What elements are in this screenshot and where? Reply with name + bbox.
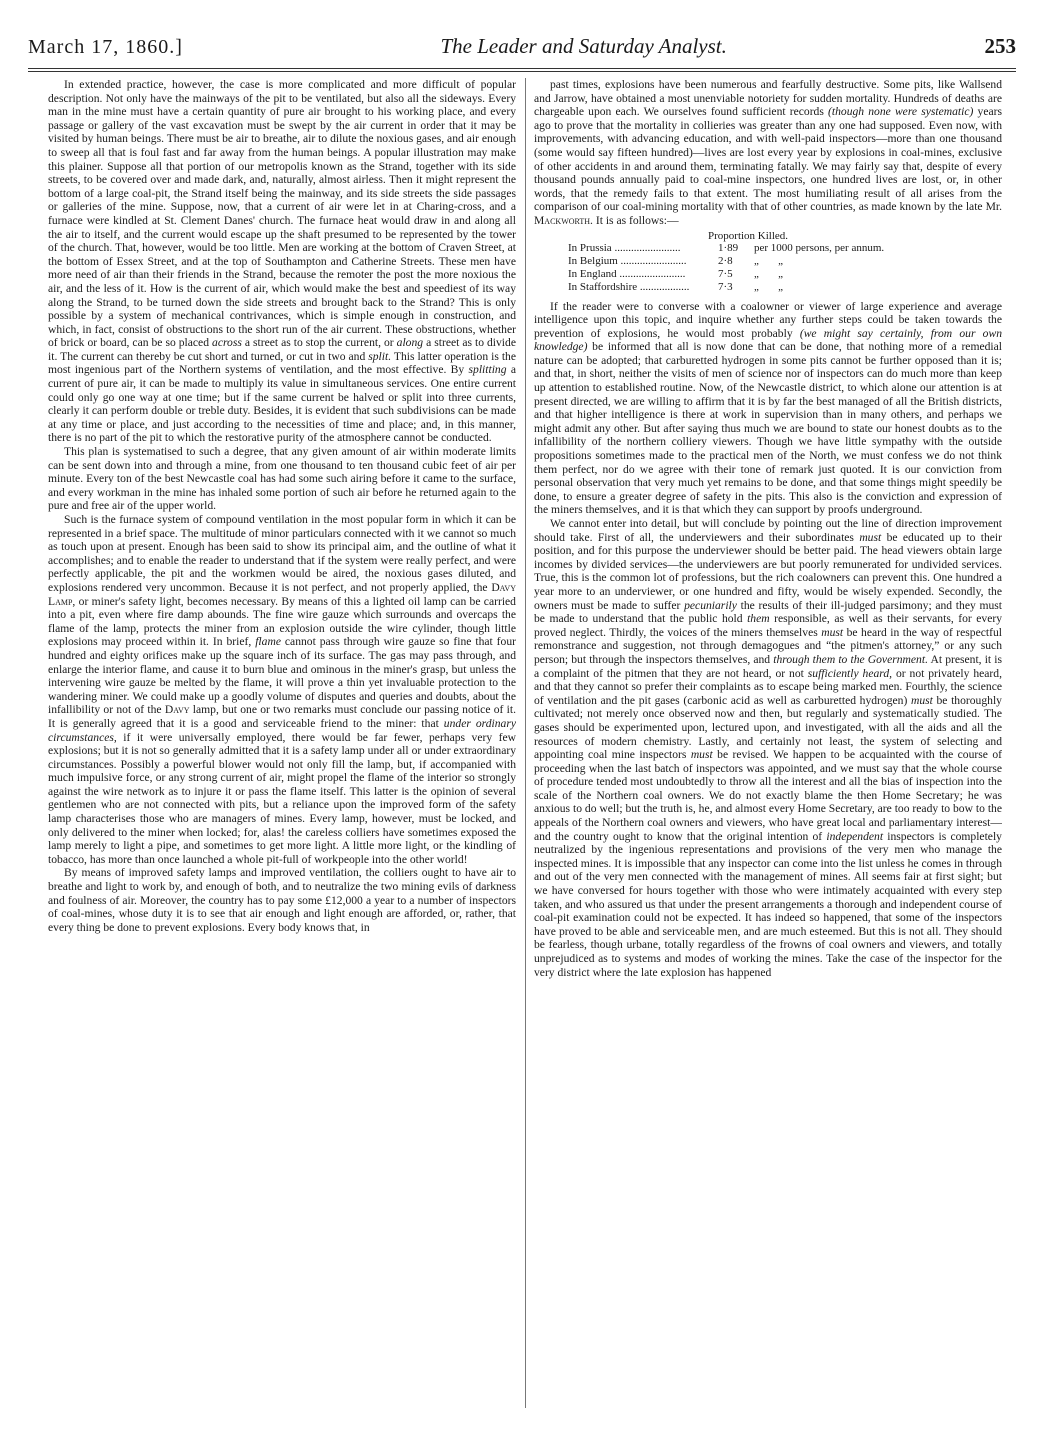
header-date: March 17, 1860.] <box>28 36 183 58</box>
table-row: In Prussia ........................ 1·89 per 1000 persons, per annum. <box>568 242 885 255</box>
right-column <box>534 78 1002 1423</box>
table-caption: Proportion Killed. <box>708 229 789 242</box>
paragraph: If the reader were to converse with a coalowner or viewer of large experience and average intelligence upon this topic, and inquire whether any further steps could be taken towards the prevention of explosions, he would most probably (we might say certainly, from our own knowledge) be informed that all is now done that can be done, that nothing more of a remedial nature can be adopted; that carburetted hydrogen in some pits cannot be further opposed than it is; and that, in short, neither the visits of men of science nor of inspectors can do much more than keep up attention to established routine. Now, of the Newcastle district, to which alone our attention is at present directed, we are willing to affirm that it is by far the best managed of all the British districts, and that higher intelligence is there at work in supervision than in many others, and perhaps we might admit any other. But after saying thus much we are bound to state our honest doubts as to the infallibility of the northern colliery viewers. Though we have little sympathy with the outside propositions sometimes made to the practical men of the North, we must confess we do not think them perfect, nor do we agree with their tone of remark just quoted. It is our conviction from personal observation that very much yet remains to be done, and that some things might speedily be done, to ensure a greater degree of safety in the pits. This also is the conviction and expression of the miners themselves, and it is that which they can support by proofs underground. <box>534 299 1002 517</box>
paragraph: By means of improved safety lamps and improved ventilation, the colliers ought to have air to breathe and light to work by, and enough of both, and to neutralize the two mining evils of darkness and foulness of air. Moreover, the country has to pay some £12,000 a year to a number of inspectors of coal-mines, whose duty it is to see that air enough and light enough are afforded, or, rather, that every thing be done to prevent explosions. Every body knows that, in <box>48 866 516 934</box>
left-column <box>48 78 516 1423</box>
page-header <box>28 34 1016 66</box>
paragraph: We cannot enter into detail, but will conclude by pointing out the line of direction improvement should take. First of all, the underviewers and their subordinates must be educated up to their position, and for this purpose the underviewer should be better paid. The head viewers obtain large incomes by divided services—the underviewers are but poorly remunerated for undivided services. True, this is the common lot of professions, but the rich coalowners can prevent this. One hundred a year more to an underviewer, or one hundred and fifty, would be wisely expended. Secondly, the owners must be made to suffer pecuniarily the results of their ill-judged parsimony; and they must be made to understand that the public hold them responsible, as well as their servants, for every proved neglect. Thirdly, the voices of the miners themselves must be heard in the way of respectful remonstrance and suggestion, not through demagogues and “the pitmen's attorney,” or any such person; but through the inspectors themselves, and through them to the Government. At present, it is a complaint of the pitmen that they are not heard, or not sufficiently heard, or not privately heard, and that they cannot so prefer their complaints as to escape being marked men. Fourthly, the science of ventilation and the pit gases (carbonic acid as well as carburetted hydrogen) must be thoroughly cultivated; not merely once observed now and then, but regularly and systematically studied. The gases should be experimented upon, lectured upon, and investigated, with all the aids and all the resources of modern chemistry. Lastly, and certainly not least, the system of selecting and appointing coal mine inspectors must be revised. We happen to be acquainted with the course of proceeding when the last batch of inspectors was appointed, and we must say that the whole course of procedure tended most undoubtedly to throw all the interest and all the bias of inspection into the scale of the Northern coal owners. We do not exactly blame the then Home Secretary; he was anxious to do well; but the truth is, he, and almost every Home Secretary, are too ready to bow to the appeals of the Northern coal owners and viewers, who have great local and parliamentary interest—and the country ought to know that the original intention of independent inspectors is completely neutralized by the ingenious representations and provisions of the very men who manage the inspected mines. It is impossible that any inspector can come into the list unless he comes in through and out of the very men connected with the management of mines. All seems fair at first sight; but we have conversed for hours together with those who were intimately acquainted with every step taken, and who assured us that under the present arrangements a thorough and independent course of coal-pit examination could not be expected. It has indeed so happened, that some of the inspectors have proved to be able and serviceable men, and are much esteemed. But this is not all. They should be fearless, though urbane, totally regardless of the frowns of coal owners and viewers, and totally unprejudiced as to systems and modes of working the mines. Take the case of the inspector for the very district where the late explosion has happened <box>534 517 1002 979</box>
page-number: 253 <box>984 34 1016 58</box>
column-divider <box>525 78 526 1408</box>
paragraph: past times, explosions have been numerous and fearfully destructive. Some pits, like Wallsend and Jarrow, have obtained a most unenviable notoriety for sudden mortality. Hundreds of deaths are chargeable upon each. We ourselves found sufficient records (though none were systematic) years ago to prove that the mortality in collieries was greater than any one had supposed. Even now, with improvements, with advancing education, and with well-paid inspectors—more than one thousand (some would say fifteen hundred)—lives are lost every year by explosions in coal-mines, exclusive of other accidents in and around them, terminating fatally. We may fairly say that, despite of every thousand pounds annually paid to coal-mine inspectors, one hundred lives are lost, or, in other words, that the remedy fails to that extent. The most humiliating result of all arises from the comparison of our coal-mining mortality with that of other countries, as made known by the late Mr. Mackworth. It is as follows:— <box>534 78 1002 227</box>
header-rule <box>28 68 1016 69</box>
paragraph: Such is the furnace system of compound ventilation in the most popular form in which it can be represented in a brief space. The multitude of minor particulars connected with it we cannot so much as touch upon at present. Enough has been said to show its principal aim, and the outline of what it accomplishes; and to enable the reader to understand that if the system were really perfect, and were perfectly applicable, the pit and the workmen would be aired, the noxious gases diluted, and explosions rendered very uncommon. Because it is not perfect, and not properly applied, the Davy Lamp, or miner's safety light, becomes necessary. By means of this a lighted oil lamp can be carried into a pit, even where fire damp abounds. The fine wire gauze which surrounds and overcaps the flame of the lamp, protects the miner from an explosion outside the wire cylinder, though little explosions may proceed within it. In brief, flame cannot pass through wire gauze so fine that four hundred and eighty orifices make up the square inch of its surface. The gas may pass through, and enlarge the interior flame, and cause it to burn blue and ominous in the miner's grasp, but unless the intervening wire gauze be melted by the flame, it will prove a thin yet invaluable protection to the wandering miner. We could make up a goodly volume of disputes and queries and doubts, about the infallibility or not of the Davy lamp, but one or two remarks must conclude our passing notice of it. It is generally agreed that it is a good and serviceable friend to the miner: that under ordinary circumstances, if it were universally employed, there would be far fewer, perhaps very few explosions; but it is not so generally admitted that it is a safety lamp under all or under extraordinary circumstances. Possibly a powerful blower would not only fill the lamp, but, if accompanied with much impulsive force, or any strong current of air, might propel the flame of the interior so strongly against the wire network as to injure it or pass the flame itself. This latter is the opinion of several gentlemen who are not connected with pits, but a reliance upon the improved form of the safety lamp characterises those who are managers of mines. Every lamp, however, must be locked, and only delivered to the miner when locked; for, alas! the careless colliers have sometimes exposed the lamp merely to light a pipe, and sometimes to get more light. A little more light, or the kindling of tobacco, has more than once launched a whole pit-full of workpeople into the other world! <box>48 513 516 866</box>
mortality-table <box>568 230 1002 294</box>
table-row: In Belgium ........................ 2·8 „ „ <box>568 255 784 268</box>
table-row: In England ........................ 7·5 „ „ <box>568 267 784 280</box>
paragraph: This plan is systematised to such a degree, that any given amount of air within moderate limits can be sent down into and through a mine, from one thousand to ten thousand cubic feet of air per minute. Every ton of the best Newcastle coal has had some such airing before it came to the surface, and every workman in the mine has inhaled some portion of such air before he returned again to the pure and free air of the upper world. <box>48 445 516 513</box>
table-row: In Staffordshire .................. 7·3 „ „ <box>568 280 784 293</box>
header-rule-double <box>28 71 1016 72</box>
header-title: The Leader and Saturday Analyst. <box>440 34 727 58</box>
paragraph: In extended practice, however, the case is more complicated and more difficult of popular description. Not only have the mainways of the pit to be ventilated, but also all the sideways. Every man in the mine must have a certain quantity of pure air brought to his working place, and every passage or gallery of the vast excavation must be swept by the air current in order that it may be visited by human beings. There must be air to breathe, air to dilute the noxious gases, and air enough to sweep all that is foul fast and far away from the human beings. A popular illustration may make this plainer. Suppose all that portion of our metropolis known as the Strand, together with its side streets, to be covered over and made dark, and, naturally, almost airless. Then it might represent the bottom of a large coal-pit, the Strand itself being the mainway, and its side streets the side passages or galleries of the mine. Suppose, now, that a current of air were let in at Charing-cross, and a furnace were kindled at St. Clement Danes' church. The furnace heat would draw in and along all the air to itself, and the current would escape up the shaft presumed to be represented by the tower of the church. That, however, would be too little. Men are working at the bottom of Craven Street, at the bottom of Essex Street, and at the top of Southampton and Catherine Streets. These men have more need of air than their friends in the Strand, because the remoter the post the more noxious the air, and the less of it. How is the current of air, which would make the best and speediest of its way along the Strand, to be turned down the side streets and brought back to the Strand? This is only possible by a system of mechanical contrivances, which is simple enough in construction, and which, in fact, consist of obstructions to the short run of the air current. These obstructions, whether of brick or board, can be so placed across a street as to stop the current, or along a street as to divide it. The current can thereby be cut short and turned, or cut in two and split. This latter operation is the most ingenious part of the Northern systems of ventilation, and the most effective. By splitting a current of pure air, it can be made to multiply its value in simultaneous services. One entire current could only go one way at one time; but if the same current be halved or split into three currents, clearly it can perform double or treble duty. Besides, it is evident that such subdivisions can be made at any time or place, and just according to the necessities of time and place; and, in this manner, there is no part of the pit to which the restorative purity of the atmosphere cannot be conducted. <box>48 78 516 445</box>
